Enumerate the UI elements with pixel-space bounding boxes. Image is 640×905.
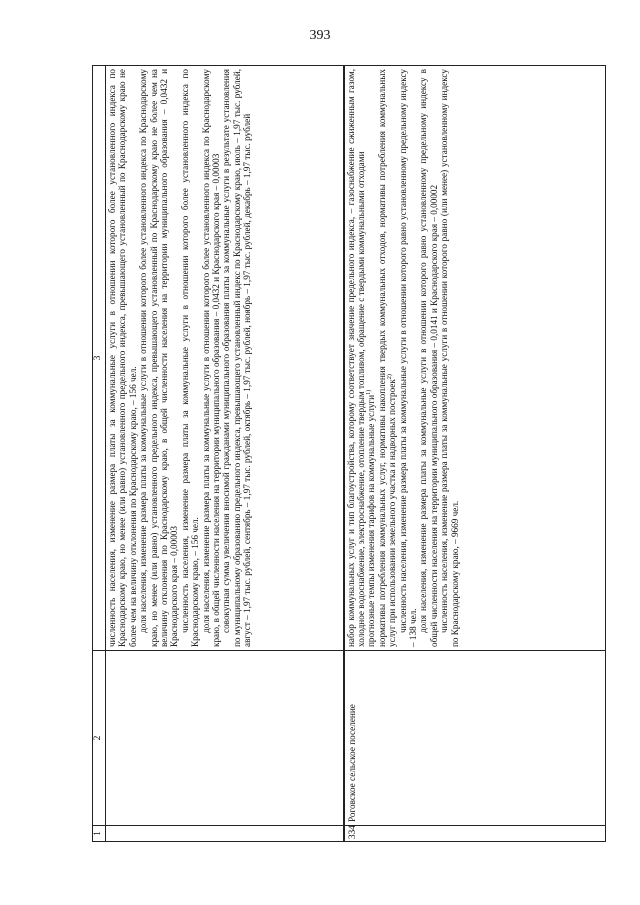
paragraph bbox=[366, 69, 376, 647]
paragraph bbox=[377, 69, 398, 647]
footnote-mark: 1) bbox=[366, 389, 373, 395]
paragraph: численность населения, изменение размера платы за коммунальные услуги в отношении которого более установленного индекса по Краснодарскому краю, – 156 чел. bbox=[179, 69, 201, 647]
paragraph: доля населения, изменение размера платы за коммунальные услуги в отношении которого более установленного индекса по Краснодарскому краю, но менее (или равно) установленного предельного индекса, превышающего установленный по Краснодарскому краю не более чем на величину отклонения по Краснодарскому краю, в общей численности населения на территории муниципального образования – 0,0432 и Краснодарского края – 0,00003 bbox=[138, 69, 180, 647]
table-row-334 bbox=[344, 66, 606, 842]
header-col-3: 3 bbox=[93, 66, 106, 651]
paragraph: доля населения, изменение размера платы за коммунальные услуги в отношении которого равно установленному предельному индексу в общей численности населения на территории муниципального образования – 0,0141 и Краснодарского края – 0,00002 bbox=[418, 69, 439, 647]
paragraph: численность населения, изменение размера платы за коммунальные услуги в отношении которого более установленного индекса по Краснодарскому краю, но менее (или равно) установленного предельного индекса, превышающего установленный по Краснодарскому краю не более чем на величину отклонения по Краснодарскому краю, – 156 чел. bbox=[107, 69, 138, 647]
paragraph: набор коммунальных услуг и тип благоустройства, которому соответствует значение предельного индекса, – газоснабжение сжиженным газом, холодное водоснабжение, электроснабжение, отопление твердым топливом, обращение с твердыми коммунальными отходами bbox=[345, 69, 366, 647]
rotated-table-container bbox=[92, 66, 606, 842]
row-name: Роговское сельское поселение bbox=[344, 651, 606, 826]
paragraph: совокупная сумма увеличения вносимой гражданами муниципального образования платы за коммунальные услуги в результате установления по муниципальному образованию предельного индекса, превышающего установленный индекс по Краснодарскому краю, июль – 1,97 тыс. рублей, август – 1,97 тыс. рублей, сентябрь – 1,97 тыс. рублей, октябрь – 1,97 тыс. рублей, ноябрь – 1,97 тыс. рублей, декабрь – 1,97 тыс. рублей bbox=[221, 69, 253, 647]
paragraph: доля населения, изменение размера платы за коммунальные услуги в отношении которого более установленного индекса по Краснодарскому краю, в общей численности населения на территории муниципального образования – 0,0432 и Краснодарского края – 0,00003 bbox=[200, 69, 222, 647]
paragraph-text: прогнозные темпы изменения тарифов на коммунальные услуги bbox=[366, 394, 377, 647]
row-content bbox=[344, 66, 606, 651]
footnote-mark: 2) bbox=[387, 374, 394, 380]
header-col-1: 1 bbox=[93, 826, 106, 842]
header-col-2: 2 bbox=[93, 651, 106, 826]
row-content bbox=[106, 66, 344, 651]
row-number: 334 bbox=[344, 826, 606, 842]
data-table bbox=[92, 65, 606, 842]
paragraph: численность населения, изменение размера платы за коммунальные услуги в отношении которого равно (или менее) установленному индексу по Краснодарскому краю, – 9669 чел. bbox=[439, 69, 460, 647]
paragraph-text: нормативы потребления коммунальных услуг, нормативы накопления твердых коммунальных отходов, нормативы потребления коммунальных услуг при использовании земельного участка и надворных построек bbox=[376, 69, 398, 647]
header-row bbox=[93, 66, 106, 842]
page-number: 393 bbox=[309, 28, 331, 43]
paragraph: численность населения, изменение размера платы за коммунальные услуги в отношении которого равно установленному предельному индексу – 138 чел. bbox=[397, 69, 418, 647]
row-name bbox=[106, 651, 344, 826]
table-row-continued bbox=[106, 66, 344, 842]
row-number bbox=[106, 826, 344, 842]
